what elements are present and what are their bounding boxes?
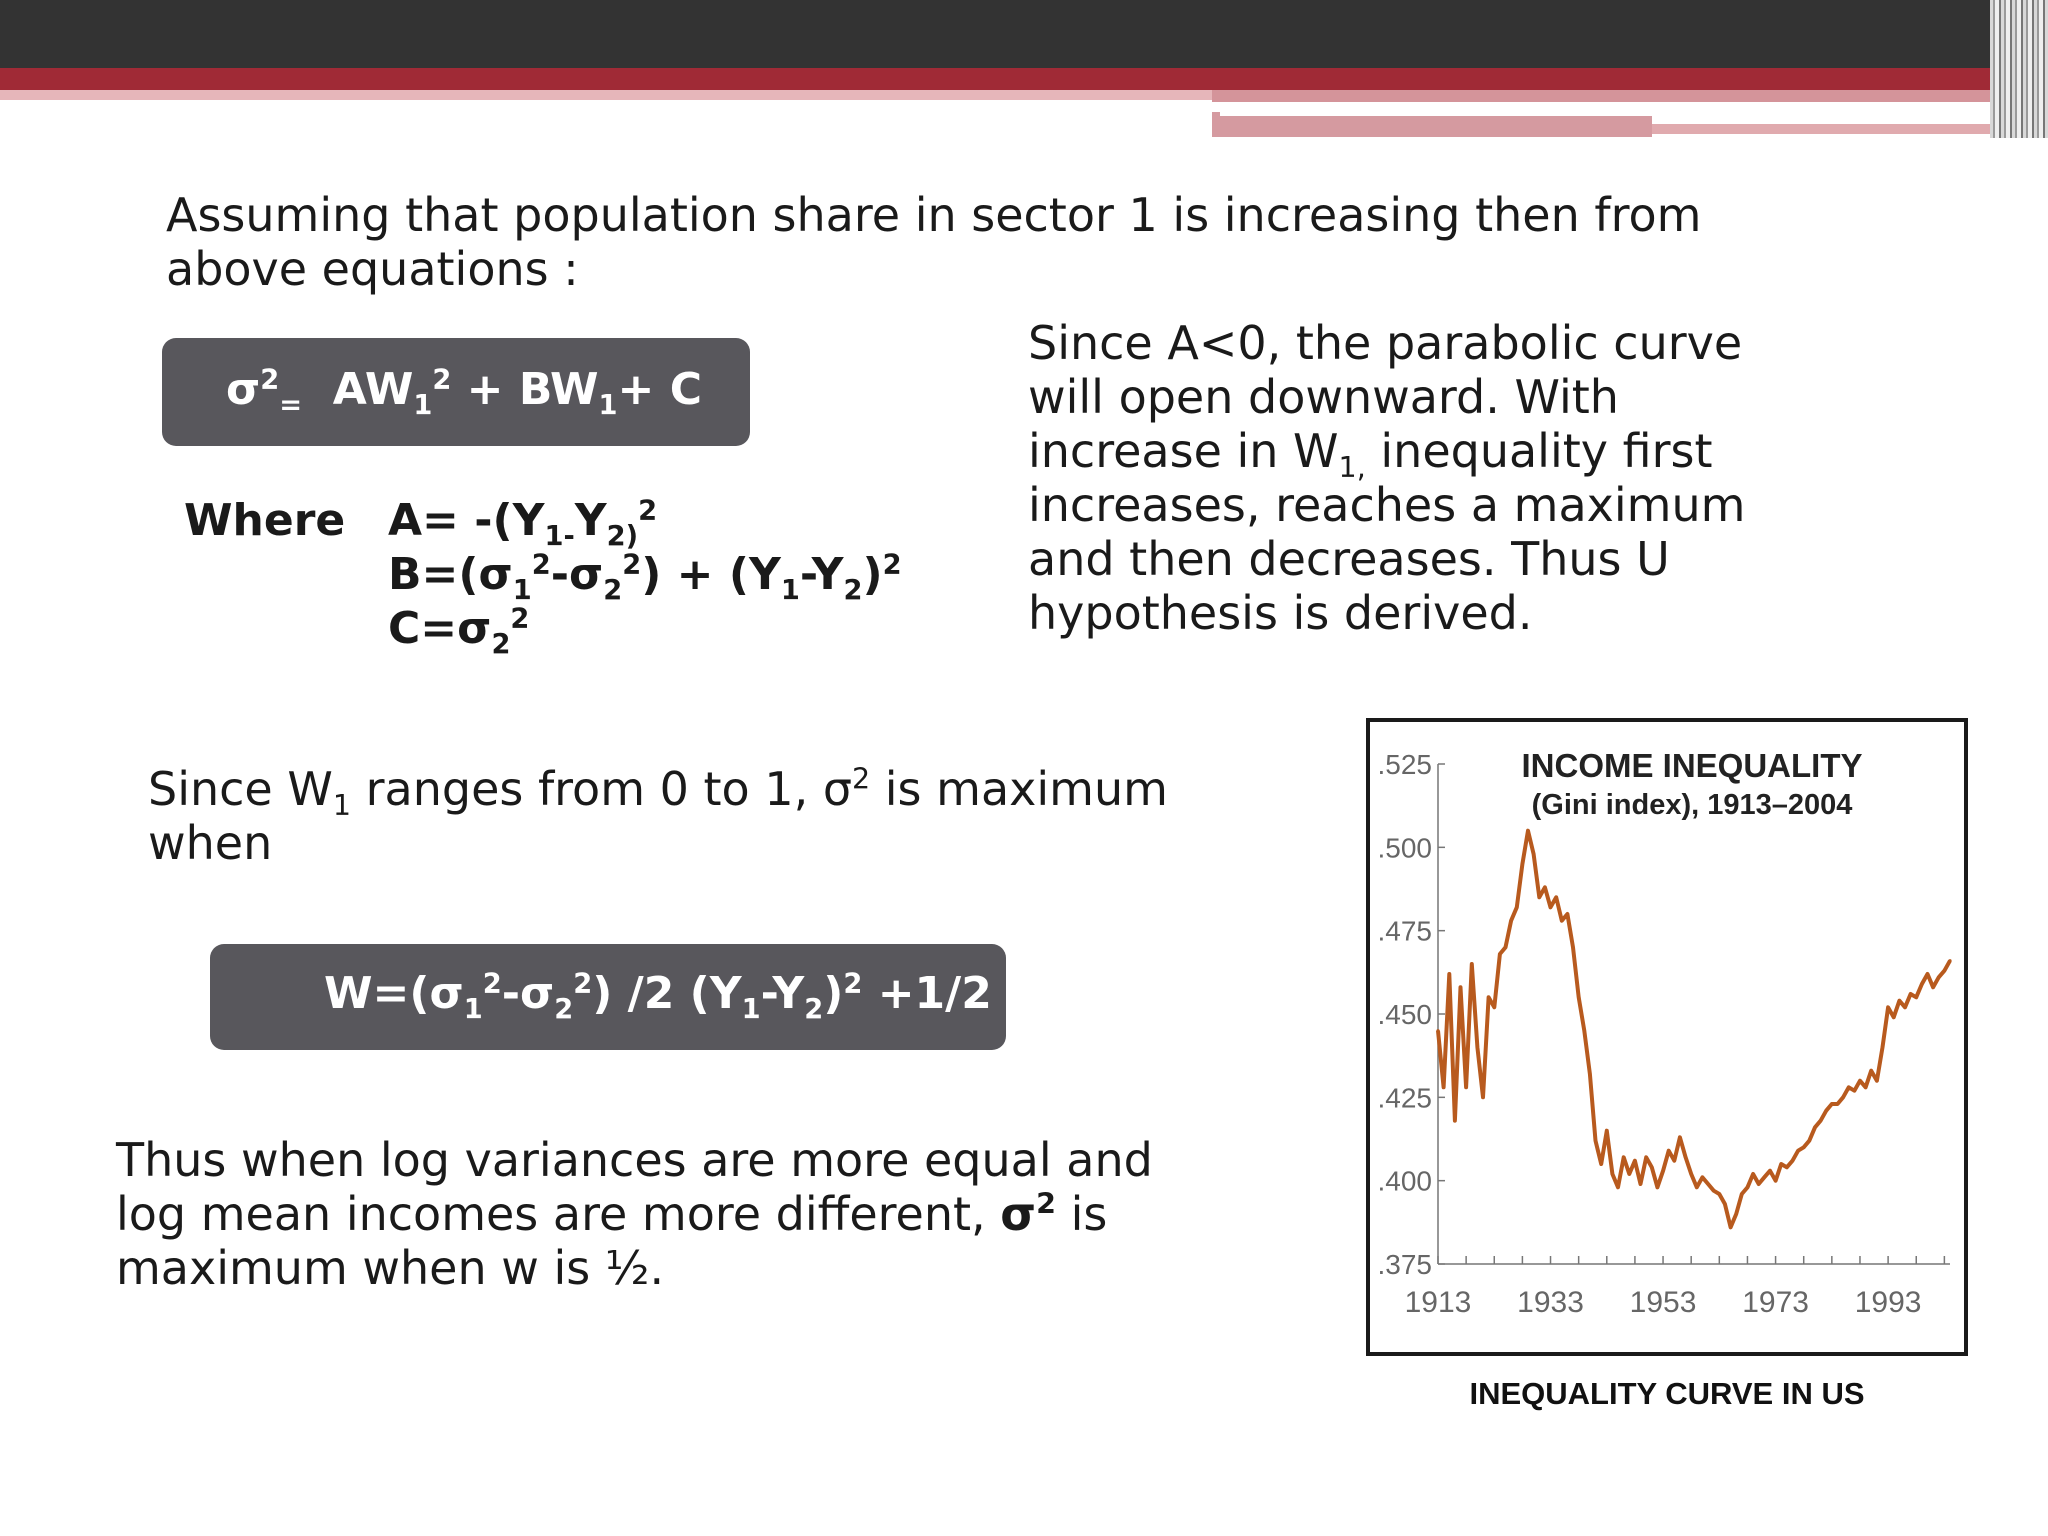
w-mid: ) /2 (Y xyxy=(592,968,742,1019)
data-point xyxy=(1920,982,1923,985)
w-sub3: 1 xyxy=(741,993,761,1025)
b-def-exp1: 2 xyxy=(531,549,551,581)
range-part2: ranges from 0 to 1, σ xyxy=(351,762,852,816)
y-tick-label: .450 xyxy=(1377,999,1432,1030)
header-pink-band-right xyxy=(1212,90,2024,102)
b-def-sub1: 1 xyxy=(512,574,532,606)
header-pink-strip xyxy=(1652,124,2024,134)
data-point xyxy=(1442,1086,1445,1089)
range-exponent: 2 xyxy=(852,762,871,796)
coefficient-definitions xyxy=(388,494,902,660)
w-dash: -σ xyxy=(501,968,555,1019)
sigma-symbol: σ xyxy=(226,364,261,415)
data-point xyxy=(1436,1029,1439,1032)
data-point xyxy=(1774,1179,1777,1182)
data-point xyxy=(1746,1186,1749,1189)
data-point xyxy=(1864,1086,1867,1089)
data-point xyxy=(1493,1006,1496,1009)
header-corner-stripes xyxy=(1990,0,2048,138)
data-point xyxy=(1555,896,1558,899)
data-point xyxy=(1628,1172,1631,1175)
data-point xyxy=(1735,1212,1738,1215)
range-part1: Since W xyxy=(148,762,333,816)
data-point xyxy=(1853,1089,1856,1092)
a-def-prefix: A= -(Y xyxy=(388,495,545,546)
data-point xyxy=(1515,906,1518,909)
b-def-exp3: 2 xyxy=(882,549,902,581)
w-exp3: 2 xyxy=(843,968,863,1000)
c-def-sub: 2 xyxy=(491,628,511,660)
data-point xyxy=(1577,996,1580,999)
data-point xyxy=(1948,959,1951,962)
data-point xyxy=(1476,1046,1479,1049)
data-point xyxy=(1847,1086,1850,1089)
data-point xyxy=(1729,1226,1732,1229)
y-tick-label: .400 xyxy=(1377,1165,1432,1197)
data-point xyxy=(1887,1006,1890,1009)
b-definition xyxy=(388,548,902,606)
w-sub2: 2 xyxy=(554,993,574,1025)
data-point xyxy=(1909,992,1912,995)
data-point xyxy=(1684,1156,1687,1159)
conclusion-text xyxy=(116,1133,1236,1295)
a-def-sub2: 2) xyxy=(606,520,639,552)
data-point xyxy=(1712,1189,1715,1192)
data-point xyxy=(1932,986,1935,989)
x-tick-label: 1973 xyxy=(1742,1286,1809,1319)
data-point xyxy=(1504,946,1507,949)
data-point xyxy=(1768,1169,1771,1172)
x-tick-label: 1993 xyxy=(1854,1286,1922,1319)
b-def-sub3: 1 xyxy=(780,574,800,606)
explanation-subscript: 1, xyxy=(1338,451,1366,485)
a-def-y: Y xyxy=(574,495,607,546)
data-point xyxy=(1566,912,1569,915)
series-line xyxy=(1438,831,1950,1228)
c-def-prefix: C=σ xyxy=(388,603,492,654)
data-point xyxy=(1543,886,1546,889)
y-axis xyxy=(1378,749,1446,1280)
data-point xyxy=(1881,1046,1884,1049)
w-tail: +1/2 xyxy=(862,968,992,1019)
data-point xyxy=(1678,1136,1681,1139)
w-sub4: 2 xyxy=(804,993,824,1025)
data-point xyxy=(1808,1139,1811,1142)
conclusion-sigma: σ xyxy=(1000,1187,1037,1241)
b-def-dash: -σ xyxy=(550,549,604,600)
data-point xyxy=(1785,1166,1788,1169)
data-point xyxy=(1650,1166,1653,1169)
w-exp1: 2 xyxy=(482,968,502,1000)
y-tick-label: .475 xyxy=(1377,915,1432,947)
data-point xyxy=(1926,972,1929,975)
b-def-y2: -Y xyxy=(799,549,844,600)
data-point xyxy=(1937,976,1940,979)
data-point xyxy=(1718,1192,1721,1195)
w-prefix: W=(σ xyxy=(324,968,464,1019)
y-tick-label: .500 xyxy=(1377,832,1432,864)
data-point xyxy=(1757,1182,1760,1185)
data-point xyxy=(1538,896,1541,899)
header-white-line xyxy=(1220,112,1896,116)
data-point xyxy=(1858,1079,1861,1082)
b-def-end: ) xyxy=(862,549,883,600)
data-point xyxy=(1510,919,1513,922)
b-def-prefix: B=(σ xyxy=(388,549,513,600)
data-point xyxy=(1819,1119,1822,1122)
data-point xyxy=(1661,1169,1664,1172)
data-point xyxy=(1673,1159,1676,1162)
explanation-part1: Since A<0, the parabolic curve will open downward. With increase in W xyxy=(1028,316,1743,478)
income-inequality-chart xyxy=(1370,722,1964,1352)
x-axis xyxy=(1405,1256,1950,1319)
data-point xyxy=(1481,1096,1484,1099)
data-point xyxy=(1526,829,1529,832)
data-point xyxy=(1571,946,1574,949)
data-point xyxy=(1825,1109,1828,1112)
data-point xyxy=(1594,1139,1597,1142)
header-pink-band-left xyxy=(0,90,1212,100)
data-point xyxy=(1521,862,1524,865)
data-point xyxy=(1915,996,1918,999)
x-tick-label: 1953 xyxy=(1629,1286,1697,1319)
b-def-sub4: 2 xyxy=(843,574,863,606)
equation-box xyxy=(162,338,750,446)
w-y2: -Y xyxy=(760,968,805,1019)
data-point xyxy=(1465,1086,1468,1089)
data-point xyxy=(1751,1172,1754,1175)
data-point xyxy=(1898,999,1901,1002)
aw-exponent: 2 xyxy=(432,364,452,396)
aw-subscript: 1 xyxy=(413,389,433,421)
header-red-band xyxy=(0,68,2048,90)
data-point xyxy=(1943,969,1946,972)
data-point xyxy=(1763,1176,1766,1179)
data-point xyxy=(1875,1079,1878,1082)
data-point xyxy=(1498,952,1501,955)
chart-title: INCOME INEQUALITY xyxy=(1521,747,1863,784)
c-term: + C xyxy=(617,364,702,415)
conclusion-part1: Thus when log variances are more equal and log mean incomes are more different, xyxy=(116,1133,1153,1241)
data-point xyxy=(1813,1126,1816,1129)
data-point xyxy=(1780,1162,1783,1165)
data-point xyxy=(1740,1192,1743,1195)
data-point xyxy=(1605,1129,1608,1132)
b-def-mid: ) + (Y xyxy=(641,549,781,600)
b-def-exp2: 2 xyxy=(622,549,642,581)
a-def-sub1: 1- xyxy=(544,520,575,552)
data-point xyxy=(1791,1159,1794,1162)
data-point xyxy=(1841,1096,1844,1099)
equals-sign: = xyxy=(279,389,303,421)
data-point xyxy=(1656,1186,1659,1189)
chart-caption: INEQUALITY CURVE IN US xyxy=(1469,1376,1865,1411)
aw-term: AW xyxy=(332,364,414,415)
range-part3: is maximum when xyxy=(148,762,1168,870)
data-point xyxy=(1600,1162,1603,1165)
conclusion-part2: is maximum when w is ½. xyxy=(116,1187,1108,1295)
data-point xyxy=(1645,1156,1648,1159)
range-text xyxy=(148,762,1208,870)
a-def-exponent: 2 xyxy=(638,495,658,527)
data-point xyxy=(1532,852,1535,855)
data-point xyxy=(1583,1029,1586,1032)
a-definition xyxy=(388,494,902,552)
x-tick-label: 1933 xyxy=(1517,1286,1584,1319)
w-end: ) xyxy=(823,968,844,1019)
data-point xyxy=(1903,1006,1906,1009)
data-point xyxy=(1453,1119,1456,1122)
sigma-exponent: 2 xyxy=(260,364,280,396)
c-definition xyxy=(388,602,902,660)
range-subscript: 1 xyxy=(332,789,351,823)
conclusion-exponent: 2 xyxy=(1036,1187,1056,1221)
data-point xyxy=(1611,1172,1614,1175)
data-point xyxy=(1870,1069,1873,1072)
data-point xyxy=(1695,1186,1698,1189)
data-point xyxy=(1667,1149,1670,1152)
data-point xyxy=(1706,1182,1709,1185)
data-point xyxy=(1560,919,1563,922)
data-point xyxy=(1802,1146,1805,1149)
data-point xyxy=(1723,1202,1726,1205)
data-point xyxy=(1701,1176,1704,1179)
data-point xyxy=(1796,1149,1799,1152)
data-point xyxy=(1588,1072,1591,1075)
bw-term: + BW xyxy=(466,364,599,415)
explanation-text xyxy=(1028,316,1788,640)
chart-frame xyxy=(1366,718,1968,1356)
data-point xyxy=(1633,1159,1636,1162)
data-point xyxy=(1639,1182,1642,1185)
intro-text: Assuming that population share in sector 1 is increasing then from above equations : xyxy=(166,188,1702,296)
data-point xyxy=(1459,986,1462,989)
y-tick-label: .525 xyxy=(1377,749,1432,780)
data-point xyxy=(1616,1186,1619,1189)
data-point xyxy=(1448,972,1451,975)
data-point xyxy=(1487,996,1490,999)
chart-subtitle: (Gini index), 1913–2004 xyxy=(1531,789,1853,821)
where-label: Where xyxy=(184,495,346,546)
b-def-sub2: 2 xyxy=(603,574,623,606)
y-tick-label: .375 xyxy=(1377,1249,1432,1280)
bw-subscript: 1 xyxy=(598,389,618,421)
c-def-exponent: 2 xyxy=(510,603,530,635)
w-equation-box xyxy=(210,944,1006,1050)
header-dark-band xyxy=(0,0,2048,68)
data-point xyxy=(1690,1172,1693,1175)
data-point xyxy=(1549,906,1552,909)
data-point xyxy=(1622,1156,1625,1159)
y-tick-label: .425 xyxy=(1377,1082,1432,1114)
w-exp2: 2 xyxy=(573,968,593,1000)
data-point xyxy=(1470,962,1473,965)
data-point xyxy=(1892,1016,1895,1019)
data-point xyxy=(1836,1102,1839,1105)
explanation-part2: inequality first increases, reaches a maximum and then decreases. Thus U hypothesis is derived. xyxy=(1028,424,1746,640)
x-tick-label: 1913 xyxy=(1404,1286,1472,1319)
w-sub1: 1 xyxy=(463,993,483,1025)
series-line-group xyxy=(1436,829,1951,1229)
data-point xyxy=(1830,1102,1833,1105)
